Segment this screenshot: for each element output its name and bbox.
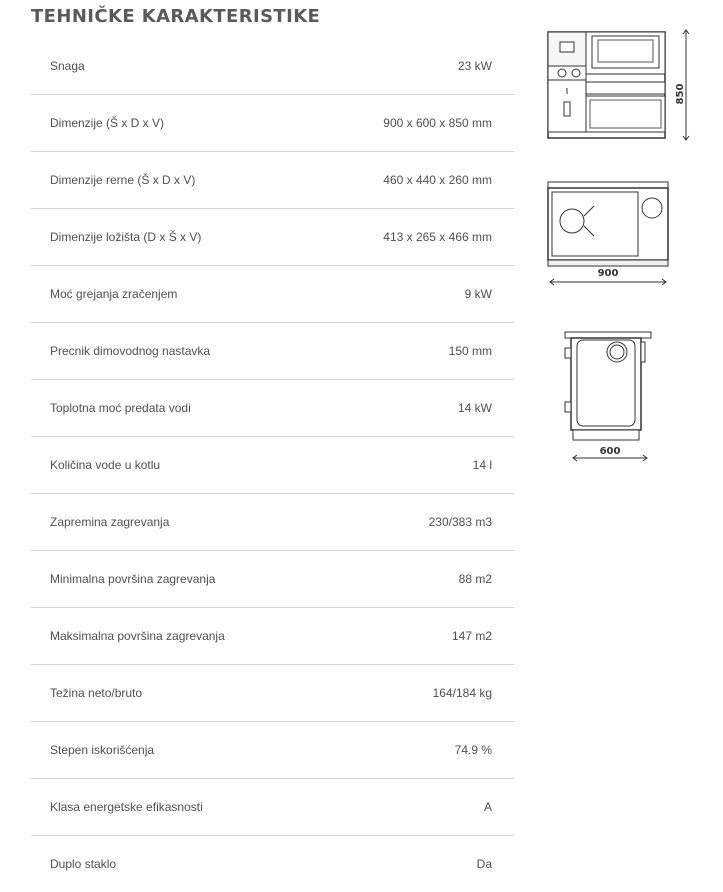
spec-label: Klasa energetske efikasnosti [50,800,203,814]
spec-row [31,551,514,608]
spec-value: 460 x 440 x 260 mm [383,173,492,187]
spec-label: Minimalna površina zagrevanja [50,572,216,586]
top-view-drawing [540,178,675,290]
spec-row [31,494,514,551]
spec-row [31,323,514,380]
spec-row [31,722,514,779]
spec-row [31,437,514,494]
spec-row [31,95,514,152]
spec-label: Dimenzije ložišta (D x Š x V) [50,230,202,244]
spec-value: 900 x 600 x 850 mm [383,116,492,130]
spec-row [31,152,514,209]
spec-label: Toplotna moć predata vodi [50,401,191,415]
spec-value: 413 x 265 x 466 mm [383,230,492,244]
spec-value: 147 m2 [451,629,492,643]
spec-row [31,266,514,323]
spec-label: Moć grejanja zračenjem [50,287,178,301]
front-view-drawing [540,24,700,146]
spec-value: A [483,800,492,814]
spec-row [31,836,514,892]
spec-row [31,209,514,266]
spec-label: Dimenzije rerne (Š x D x V) [50,173,196,187]
spec-value: 14 kW [457,401,492,415]
spec-label: Zapremina zagrevanja [50,515,170,529]
spec-value: 23 kW [457,59,492,73]
spec-row [31,38,514,95]
spec-label: Maksimalna površina zagrevanja [50,629,225,643]
page-title: TEHNIČKE KARAKTERISTIKE [31,6,321,27]
spec-label: Stepen iskorišćenja [50,743,155,757]
spec-label: Duplo staklo [50,857,117,871]
spec-label: Precnik dimovodnog nastavka [50,344,211,358]
dimension-label-height: 850 [675,83,686,105]
spec-label: Količina vode u kotlu [50,458,161,472]
spec-row [31,380,514,437]
spec-label: Snaga [50,59,85,73]
dimension-label-width: 900 [597,268,619,279]
dimension-label-depth: 600 [599,446,621,457]
spec-value: 164/184 kg [432,686,492,700]
spec-row [31,779,514,836]
spec-value: 74.9 % [454,743,492,757]
spec-label: Dimenzije (Š x D x V) [50,116,165,130]
spec-value: 9 kW [464,287,492,301]
spec-value: 150 mm [448,344,492,358]
spec-value: 88 m2 [458,572,492,586]
spec-value: 14 l [472,458,492,472]
spec-value: 230/383 m3 [428,515,492,529]
spec-row [31,665,514,722]
spec-label: Težina neto/bruto [50,686,143,700]
spec-row [31,608,514,665]
spec-value: Da [476,857,492,871]
side-view-drawing [555,328,660,464]
spec-table [31,38,514,892]
